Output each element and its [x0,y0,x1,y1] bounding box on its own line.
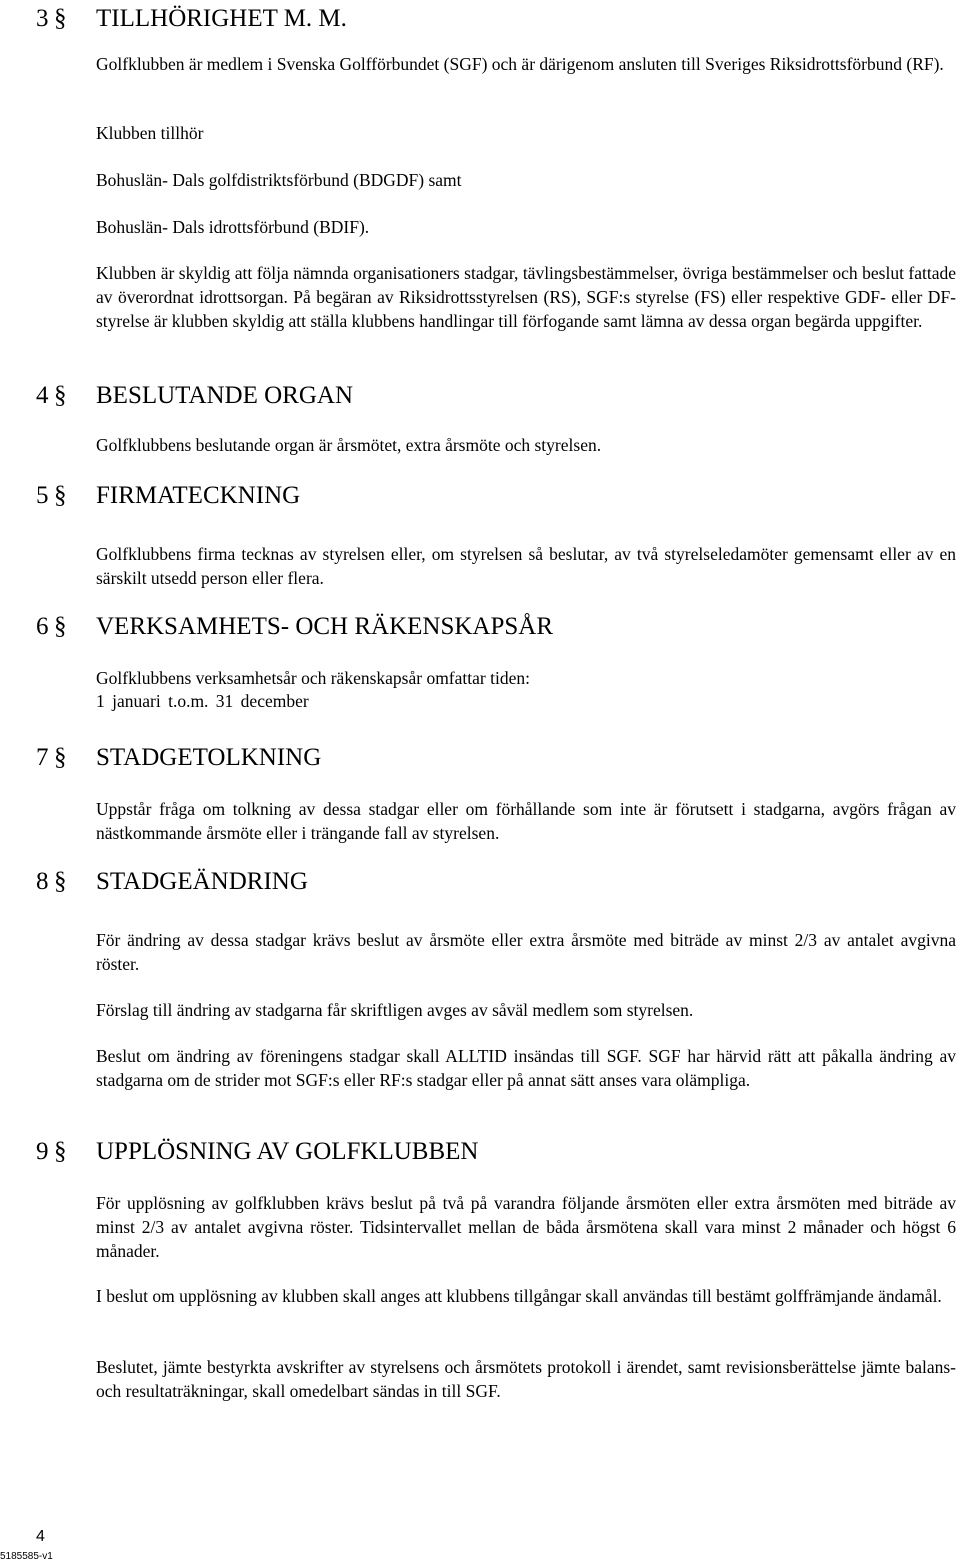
section-title: VERKSAMHETS- OCH RÄKENSKAPSÅR [96,613,554,640]
paragraph: Golfklubbens verksamhetsår och räkenskapsår omfattar tiden: [96,668,530,688]
section-sign: § [54,5,67,32]
paragraph: För upplösning av golfklubben krävs beslut på två på varandra följande årsmöten eller extra årsmöten med biträde av minst 2/3 av antalet avgivna röster. Tidsintervallet mellan de båda årsmötena skall vara minst 2 månader och högst 6 månader. [96,1193,956,1261]
section-sign: § [54,382,67,409]
section-sign: § [54,613,67,640]
paragraph: Golfklubbens beslutande organ är årsmötet, extra årsmöte och styrelsen. [96,435,602,455]
section-heading-4 [36,381,736,411]
paragraph: 1 januari t.o.m. 31 december [96,691,309,711]
document-reference: 5185585-v1 [0,1551,53,1562]
page-number: 4 [36,1528,45,1545]
paragraph: Bohuslän- Dals golfdistriktsförbund (BDGDF) samt [96,170,462,190]
section-title: TILLHÖRIGHET M. M. [96,5,347,32]
paragraph: För ändring av dessa stadgar krävs beslut av årsmöte eller extra årsmöte med biträde av minst 2/3 av antalet avgivna röster. [96,930,956,974]
section-sign: § [54,482,67,509]
paragraph: Uppstår fråga om tolkning av dessa stadgar eller om förhållande som inte är förutsett i stadgarna, avgörs frågan av nästkommande årsmöte eller i trängande fall av styrelsen. [96,799,956,843]
paragraph: I beslut om upplösning av klubben skall anges att klubbens tillgångar skall användas till bestämt golffrämjande ändamål. [96,1286,942,1306]
section-title: STADGEÄNDRING [96,868,308,895]
section-number: 4 [36,382,49,409]
paragraph: Beslut om ändring av föreningens stadgar skall ALLTID insändas till SGF. SGF har härvid rätt att påkalla ändring av stadgarna om de strider mot SGF:s eller RF:s stadgar eller på annat sätt anses vara olämpliga. [96,1046,956,1090]
section-number: 6 [36,613,49,640]
paragraph: Golfklubben är medlem i Svenska Golfförbundet (SGF) och är därigenom ansluten till Sveriges Riksidrottsförbund (RF). [96,54,944,74]
section-title: STADGETOLKNING [96,744,322,771]
section-sign: § [54,1138,67,1165]
section-heading-9 [36,1137,736,1167]
section-title: UPPLÖSNING AV GOLFKLUBBEN [96,1138,479,1165]
section-number: 8 [36,868,49,895]
paragraph: Bohuslän- Dals idrottsförbund (BDIF). [96,217,370,237]
section-number: 5 [36,482,49,509]
paragraph: Klubben tillhör [96,123,204,143]
paragraph: Beslutet, jämte bestyrkta avskrifter av styrelsens och årsmötets protokoll i ärendet, samt revisionsberättelse jämte balans- och resultaträkningar, skall omedelbart sändas in till SGF. [96,1357,956,1401]
section-number: 9 [36,1138,49,1165]
section-title: FIRMATECKNING [96,482,301,509]
section-heading-8 [36,867,736,897]
section-title: BESLUTANDE ORGAN [96,382,354,409]
paragraph: Förslag till ändring av stadgarna får skriftligen avges av såväl medlem som styrelsen. [96,1000,694,1020]
section-sign: § [54,744,67,771]
section-sign: § [54,868,67,895]
section-heading-5 [36,481,736,511]
section-number: 7 [36,744,49,771]
paragraph: Klubben är skyldig att följa nämnda organisationers stadgar, tävlingsbestämmelser, övriga bestämmelser och beslut fattade av överordnat idrottsorgan. På begäran av Riksidrottsstyrelsen (RS), SGF:s styrelse (FS) eller respektive GDF- eller DF-styrelse är klubben skyldig att ställa klubbens handlingar till förfogande samt lämna av dessa organ begärda uppgifter. [96,263,956,331]
paragraph: Golfklubbens firma tecknas av styrelsen eller, om styrelsen så beslutar, av två styrelseledamöter gemensamt eller av en särskilt utsedd person eller flera. [96,544,956,588]
section-heading-3 [36,4,736,34]
section-number: 3 [36,5,49,32]
section-heading-6 [36,612,736,642]
section-heading-7 [36,743,736,773]
